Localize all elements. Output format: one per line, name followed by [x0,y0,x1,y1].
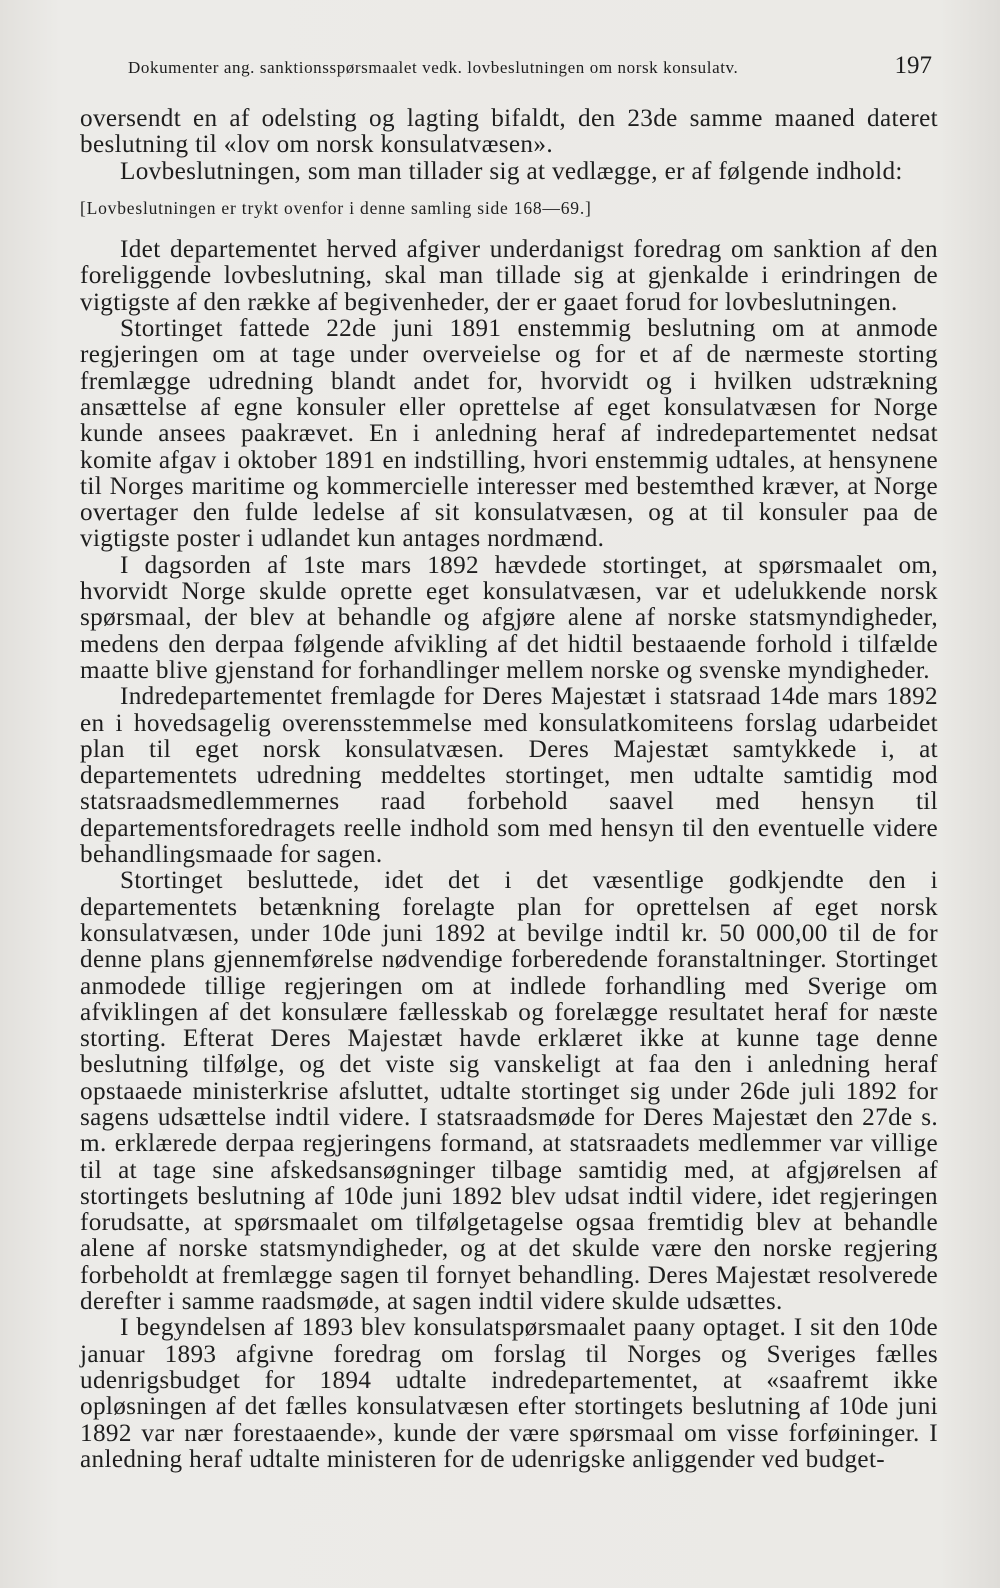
paragraph: I dagsorden af 1ste mars 1892 hævdede stortinget, at spørsmaalet om, hvorvidt Norge skulde oprette eget konsulatvæsen, var et udelukkende norsk spørsmaal, der blev at behandle og afgjøre alene af norske statsmyndigheder, medens den derpaa følgende afvikling af det hidtil bestaaende forhold i tilfælde maatte blive gjenstand for forhandlinger mellem norske og svenske myndigheder. [80,551,938,684]
body-text [80,106,938,1473]
page-number: 197 [894,52,932,79]
paragraph: oversendt en af odelsting og lagting bifaldt, den 23de samme maaned dateret beslutning til «lov om norsk konsulatvæsen». [80,105,938,159]
editorial-note: [Lovbeslutningen er trykt ovenfor i denne samling side 168—69.] [80,197,592,218]
paragraph: I begyndelsen af 1893 blev konsulatspørsmaalet paany optaget. I sit den 10de januar 1893 afgivne foredrag om forslag til Norges og Sveriges fælles udenrigsbudget for 1894 udtalte indredepartementet, at «saafremt ikke opløsningen af det fælles konsulatvæsen efter stortingets beslutning af 10de juni 1892 var nær forestaaende», kunde der være spørsmaal om visse forføininger. I anledning heraf udtalte ministeren for de udenrigske anliggender ved budget- [80,1314,938,1473]
paragraph: Indredepartementet fremlagde for Deres Majestæt i statsraad 14de mars 1892 en i hovedsagelig overensstemmelse med konsulatkomiteens forslag udarbeidet plan til eget norsk konsulatvæsen. Deres Majestæt samtykkede i, at departementets udredning meddeltes stortinget, men udtalte samtidig mod statsraadsmedlemmernes raad forbehold saavel med hensyn til departementsforedragets reelle indhold som med hensyn til den eventuelle videre behandlingsmaade for sagen. [80,683,938,869]
paragraph: Idet departementet herved afgiver underdanigst foredrag om sanktion af den foreliggende lovbeslutning, skal man tillade sig at gjenkalde i erindringen de vigtigste af den række af begivenheder, der er gaaet forud for lovbeslutningen. [80,236,938,316]
paragraph: Stortinget besluttede, idet det i det væsentlige godkjendte den i departementets betænkning forelagte plan for oprettelsen af eget norsk konsulatvæsen, under 10de juni 1892 at bevilge indtil kr. 50 000,00 til de for denne plans gjennemførelse nødvendige forberedende foranstaltninger. Stortinget anmodede tillige regjeringen om at indlede forhandling med Sverige om afviklingen af det konsulære fællesskab og forelægge resultatet heraf for næste storting. Efterat Deres Majestæt havde erklæret ikke at kunne tage denne beslutning tilfølge, og det viste sig vanskeligt at faa den i anledning heraf opstaaede ministerkrise afsluttet, udtalte stortinget sig under 26de juli 1892 for sagens udsættelse indtil videre. I statsraadsmøde for Deres Majestæt den 27de s. m. erklærede derpaa regjeringens formand, at statsraadets medlemmer var villige til at tage sine afskedsansøgninger tilbage samtidig med, at afgjørelsen af stortingets beslutning af 10de juni 1892 blev udsat indtil videre, idet regjeringen forudsatte, at spørsmaalet om tilfølgetagelse ogsaa fremtidig blev at behandle alene af norske statsmyndigheder, og at det skulde være den norske regjering forbeholdt at fremlægge sagen til fornyet behandling. Deres Majestæt resolverede derefter i samme raadsmøde, at sagen indtil videre skulde udsættes. [80,867,938,1316]
running-header [128,52,938,86]
paragraph: Stortinget fattede 22de juni 1891 enstemmig beslutning om at anmode regjeringen om at tage under overveielse og for et af de nærmeste storting fremlægge udredning blandt andet for, hvorvidt og i hvilken udstrækning ansættelse af egne konsuler eller oprettelse af eget konsulatvæsen for Norge kunde ansees paakrævet. En i anledning heraf af indredepartementet nedsat komite afgav i oktober 1891 en indstilling, hvori enstemmig udtales, at hensynene til Norges maritime og kommercielle interesser med bestemthed kræver, at Norge overtager den fulde ledelse af sit konsulatvæsen, og at til konsuler paa de vigtigste poster i udlandet kun antages nordmænd. [80,315,938,553]
paragraph: Lovbeslutningen, som man tillader sig at vedlægge, er af følgende indhold: [120,157,903,185]
header-title: Dokumenter ang. sanktionsspørsmaalet vedk. lovbeslutningen om norsk konsulatv. [128,58,739,77]
